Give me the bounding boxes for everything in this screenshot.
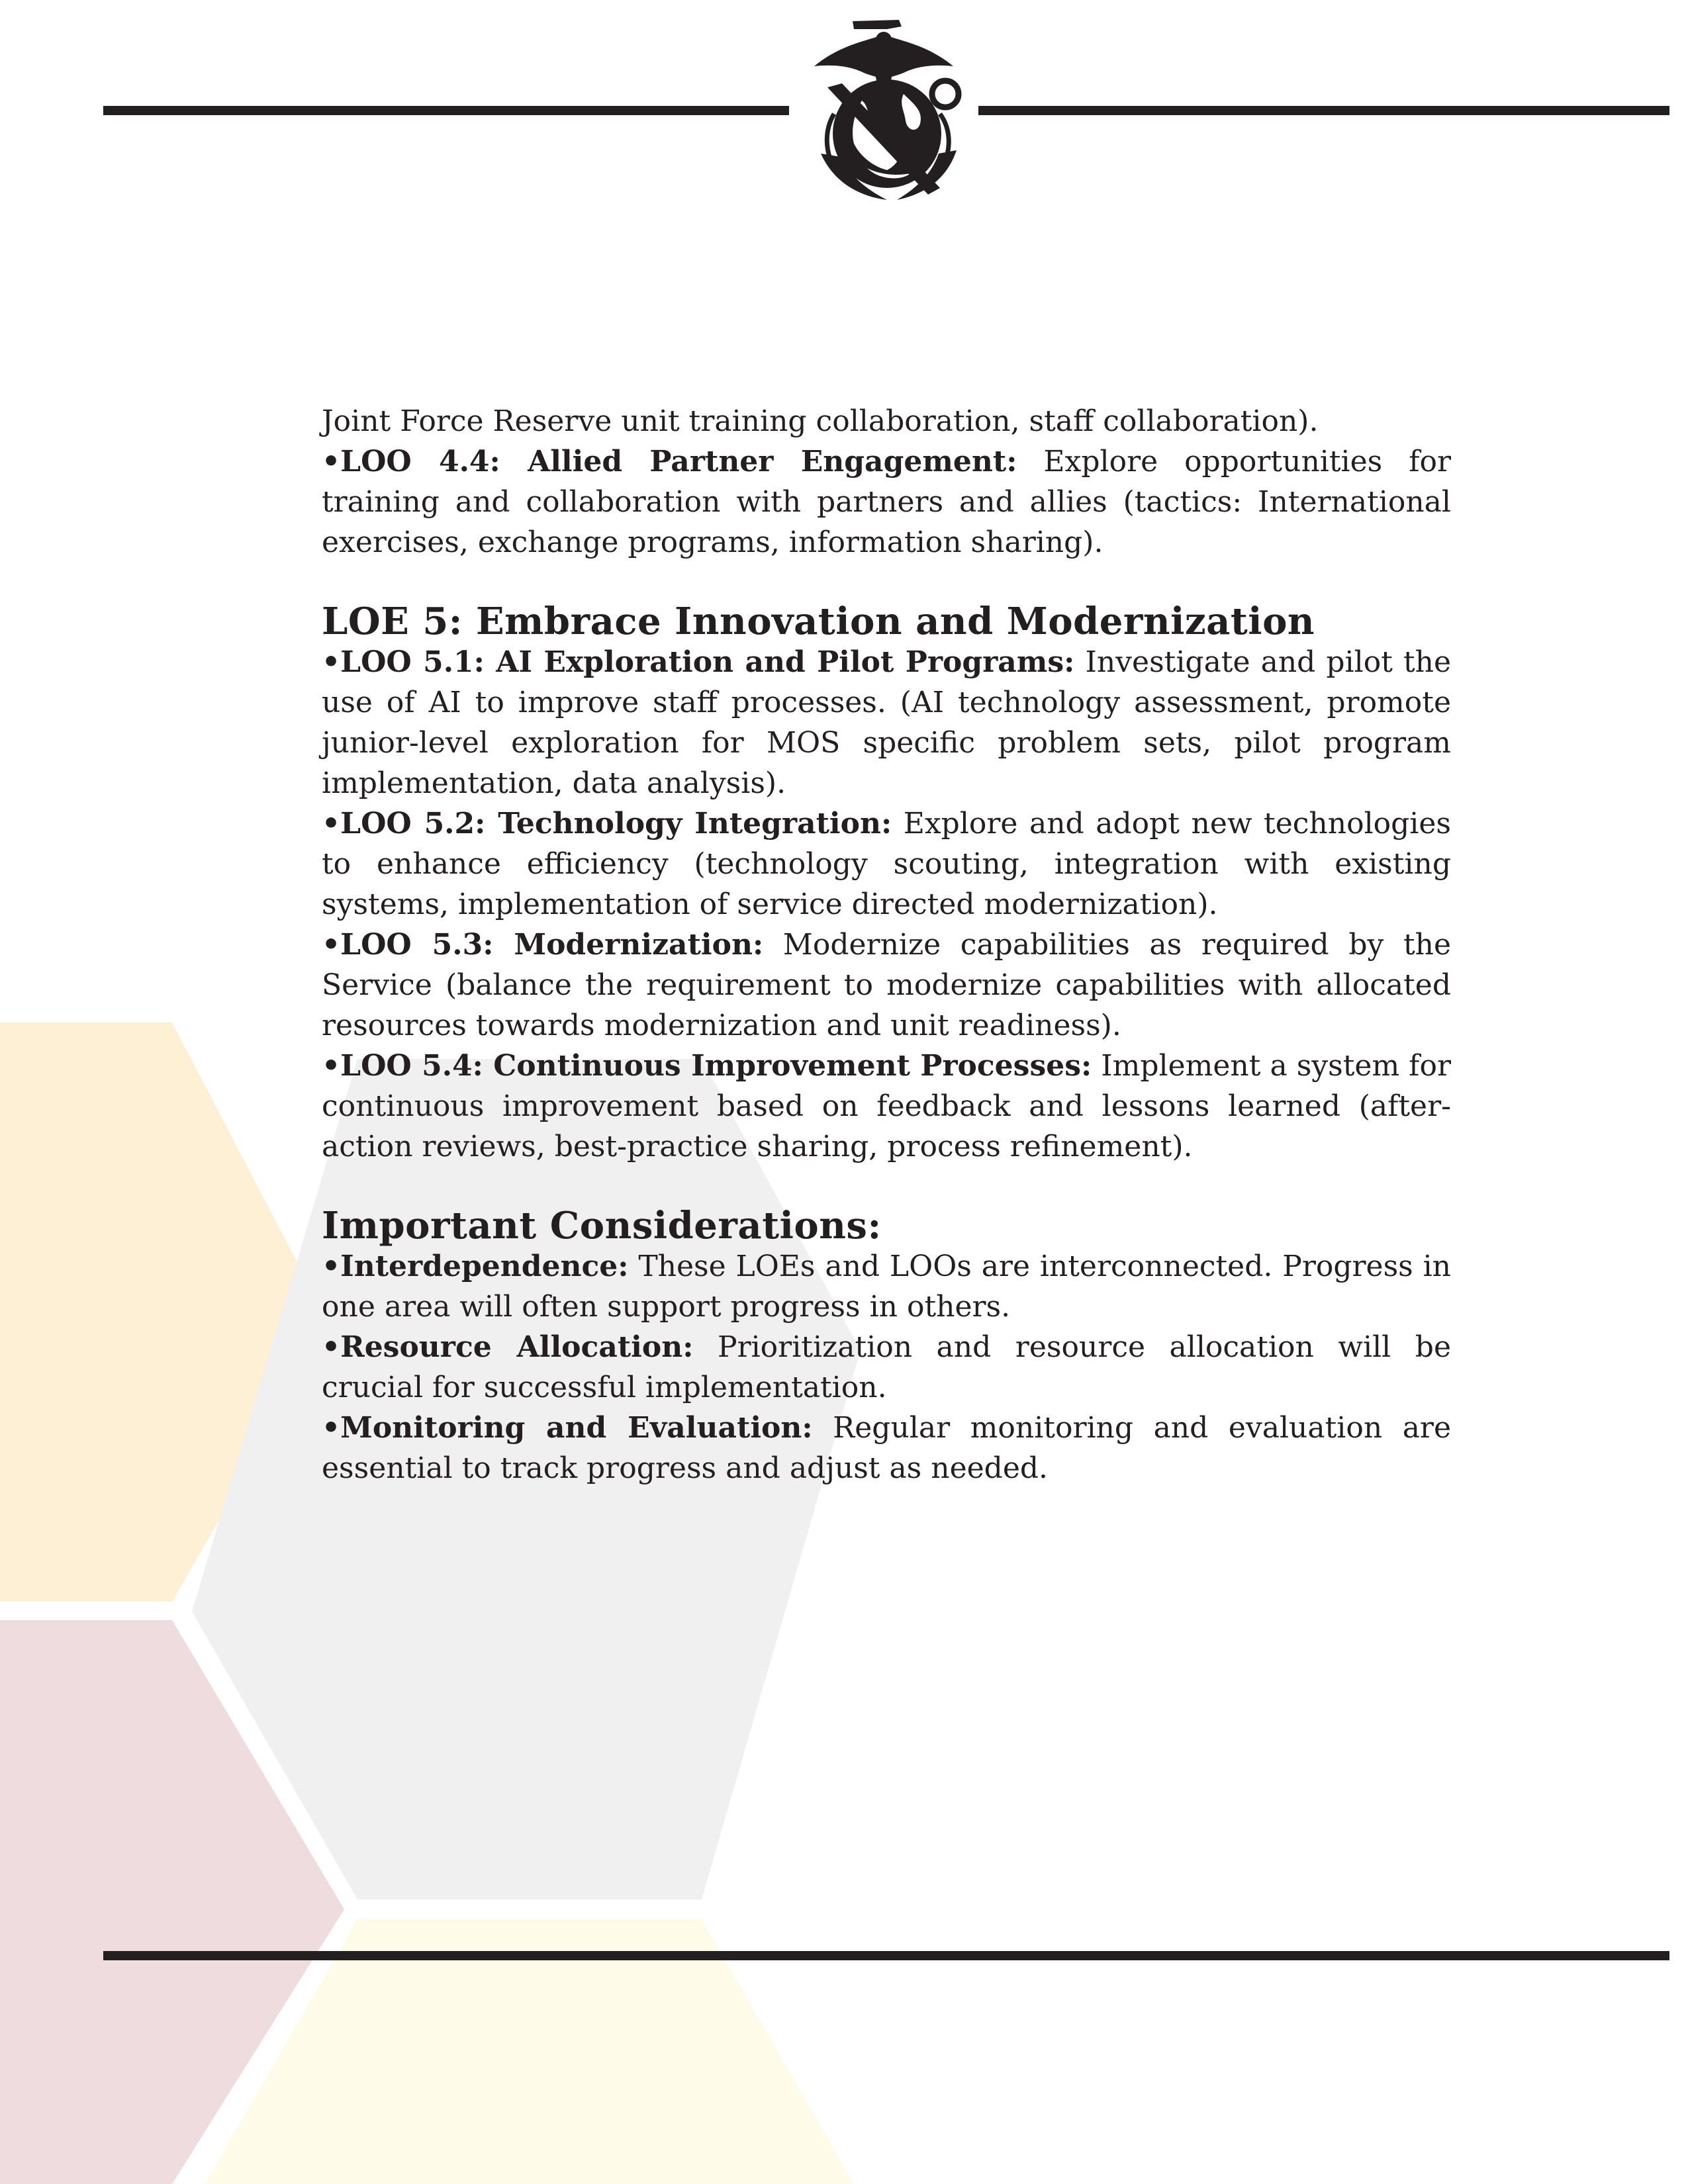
interdependence-lead: Interdependence: [340, 1250, 629, 1283]
loo-5-2-item [322, 803, 1451, 925]
loo-5-1-lead: LOO 5.1: AI Exploration and Pilot Programs: [340, 645, 1075, 679]
resource-allocation-text: Prioritization and resource allocation will be crucial for successful implementation. [322, 1330, 1451, 1404]
monitoring-evaluation-text: Regular monitoring and evaluation are essential to track progress and adjust as needed. [322, 1411, 1451, 1485]
bullet-glyph: • [322, 1049, 341, 1083]
monitoring-evaluation-item [322, 1408, 1451, 1488]
interdependence-item [322, 1246, 1451, 1327]
loo-5-4-item [322, 1046, 1451, 1167]
loe-5-heading: LOE 5: Embrace Innovation and Modernization [322, 600, 1315, 643]
loo-5-2-text: Explore and adopt new technologies to enhance efficiency (technology scouting, integration with existing systems, implementation of service directed modernization). [322, 807, 1451, 921]
bullet-glyph: • [322, 1250, 341, 1283]
loo-4-4-lead: LOO 4.4: Allied Partner Engagement: [340, 445, 1017, 478]
loo-5-1-item [322, 642, 1451, 803]
bullet-glyph: • [322, 1330, 341, 1364]
eagle-globe-anchor-emblem-icon [788, 15, 980, 206]
intro-continuation: Joint Force Reserve unit training collaboration, staff collaboration). [322, 404, 1319, 438]
loo-5-3-item [322, 925, 1451, 1046]
considerations-heading: Important Considerations: [322, 1204, 882, 1248]
document-body [322, 401, 1451, 1488]
footer-rule [103, 1951, 1669, 1960]
bullet-glyph: • [322, 1411, 341, 1445]
loo-5-2-lead: LOO 5.2: Technology Integration: [340, 807, 892, 841]
loo-4-4-text: Explore opportunities for training and collaboration with partners and allies (tactics: International exercises, exchange programs, information sharing). [322, 445, 1451, 559]
resource-allocation-item [322, 1327, 1451, 1408]
bullet-glyph: • [322, 445, 341, 478]
header-rule-left [103, 106, 789, 115]
interdependence-text: These LOEs and LOOs are interconnected. Progress in one area will often support progress in others. [322, 1250, 1451, 1324]
bullet-glyph: • [322, 807, 341, 841]
loo-5-3-text: Modernize capabilities as required by the Service (balance the requirement to modernize capabilities with allocated resources towards modernization and unit readiness). [322, 928, 1451, 1042]
loo-5-3-lead: LOO 5.3: Modernization: [340, 928, 764, 962]
loo-5-1-text: Investigate and pilot the use of AI to improve staff processes. (AI technology assessment, promote junior-level exploration for MOS specific problem sets, pilot program implementation, data analysis). [322, 645, 1452, 800]
bullet-glyph: • [322, 645, 341, 679]
monitoring-evaluation-lead: Monitoring and Evaluation: [340, 1411, 813, 1445]
header-rule-right [978, 106, 1669, 115]
loo-5-4-text: Implement a system for continuous improvement based on feedback and lessons learned (after-action reviews, best-practice sharing, process refinement). [322, 1049, 1451, 1163]
resource-allocation-lead: Resource Allocation: [340, 1330, 694, 1364]
bullet-glyph: • [322, 928, 341, 962]
loo-5-4-lead: LOO 5.4: Continuous Improvement Processes: [340, 1049, 1092, 1083]
loo-4-4-item [322, 441, 1451, 563]
